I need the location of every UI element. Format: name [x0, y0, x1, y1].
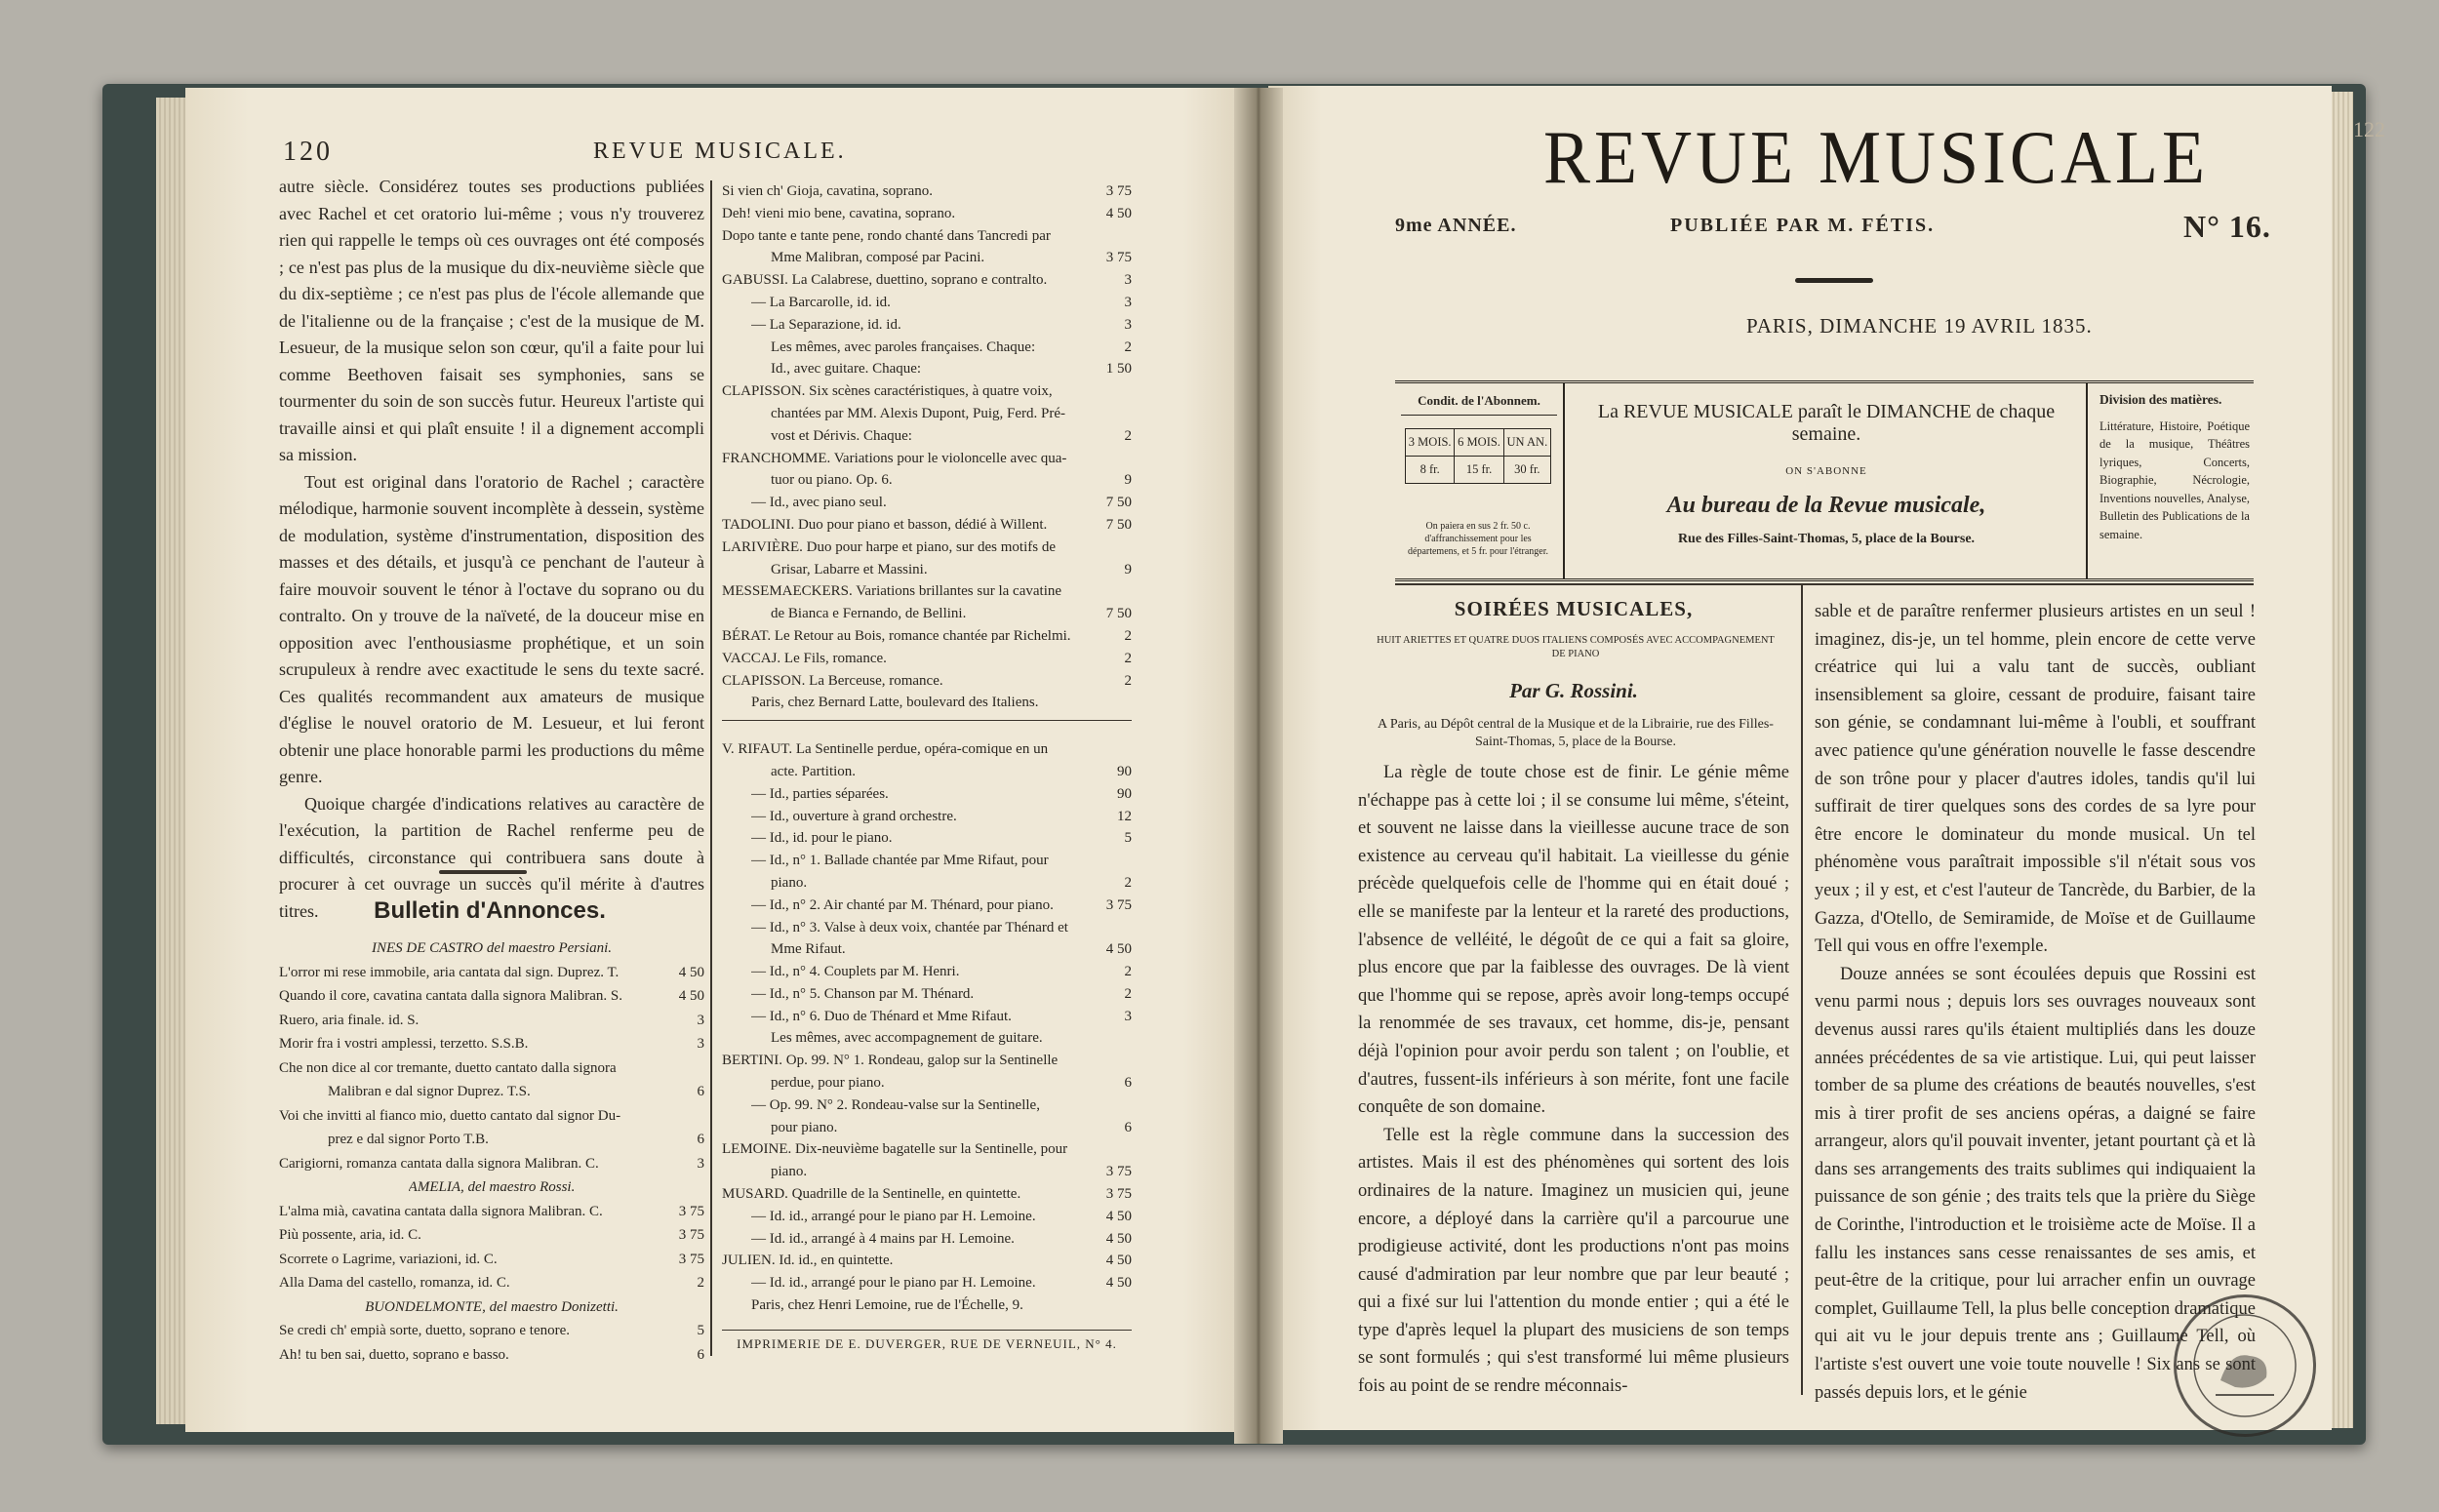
price-amount: 30 fr.: [1503, 457, 1550, 484]
listing-price: 3: [697, 1012, 704, 1028]
stamp-seal-icon: [2177, 1297, 2313, 1434]
listing-title: BÉRAT. Le Retour au Bois, romance chantée par Richelmi.: [722, 627, 1071, 644]
listing-entry: [722, 895, 1132, 917]
listing-title: — Id. id., arrangé à 4 mains par H. Lemoine.: [751, 1230, 1015, 1247]
listing-entry: [722, 492, 1132, 514]
listing-title: BERTINI. Op. 99. N° 1. Rondeau, galop sur la Sentinelle: [722, 1053, 1059, 1069]
publication-info: [1567, 383, 2088, 578]
listing-title: VACCAJ. Le Fils, romance.: [722, 650, 887, 666]
listing-price: 3 75: [1105, 1164, 1132, 1180]
listing-entry: [279, 1152, 704, 1176]
listing-price: 3: [1124, 316, 1132, 333]
listing-title: L'alma mià, cavatina cantata dalla signora Malibran. C.: [279, 1203, 603, 1219]
listing-entry: [722, 1117, 1132, 1139]
listing-entry: [722, 1294, 1132, 1317]
listing-entry: [722, 1228, 1132, 1251]
listing-price: 4 50: [1105, 1208, 1132, 1224]
listing-entry: [279, 1009, 704, 1033]
listing-title: Voi che invitti al fianco mio, duetto cantato dal signor Du-: [279, 1107, 621, 1124]
listing-entry: [722, 806, 1132, 828]
listing-title: — Id., n° 6. Duo de Thénard et Mme Rifaut.: [751, 1008, 1012, 1024]
listing-title: Carigiorni, romanza cantata dalla signora Malibran. C.: [279, 1155, 599, 1172]
listing-entry: [722, 603, 1132, 625]
listing-entry: [279, 984, 704, 1009]
printer-imprint: IMPRIMERIE DE E. DUVERGER, RUE DE VERNEUIL, N° 4.: [722, 1330, 1132, 1352]
subscription-box: [1395, 380, 2254, 581]
listing-price: [1087, 380, 1132, 403]
listing-price: [1087, 1094, 1132, 1117]
price-amount: 8 fr.: [1406, 457, 1455, 484]
divisions-text: Littérature, Histoire, Poétique de la musique, Théâtres lyriques, Concerts, Biographie, Nécrologie, Inventions nouvelles, Analyse, Bulletin des Publications de la semaine.: [2099, 418, 2250, 541]
listing-price: 3: [697, 1155, 704, 1172]
office-address: Rue des Filles-Saint-Thomas, 5, place de la Bourse.: [1677, 532, 1976, 546]
listing-entry: [722, 872, 1132, 895]
edition-label: 9me ANNÉE.: [1395, 215, 1517, 236]
listing-entry: [722, 783, 1132, 806]
listing-title: Malibran e dal signor Duprez. T.S.: [328, 1084, 531, 1099]
listing-price: 3 75: [1105, 896, 1132, 913]
header-rule: [1395, 583, 2254, 585]
listing-entry: [722, 1072, 1132, 1094]
listing-entry: [722, 1250, 1132, 1272]
office-name: Au bureau de la Revue musicale,: [1666, 493, 1986, 518]
listing-price: 1 50: [1105, 361, 1132, 378]
listing-entry: [279, 1104, 704, 1129]
listing-entry: [279, 961, 704, 985]
listing-price: 90: [1117, 763, 1132, 779]
listing-price: 3 75: [1105, 1186, 1132, 1203]
listing-price: 7 50: [1105, 516, 1132, 533]
listing-price: 6: [697, 1346, 704, 1363]
listing-price: 5: [1124, 830, 1132, 847]
listing-entry: [722, 827, 1132, 850]
publisher-line: PUBLIÉE PAR M. FÉTIS.: [1670, 215, 1936, 236]
article-title: SOIRÉES MUSICALES,: [1454, 597, 1694, 620]
listing-title: de Bianca e Fernando, de Bellini.: [771, 606, 967, 622]
listing-price: [1087, 692, 1132, 714]
listing-title: Mme Malibran, composé par Pacini.: [771, 250, 985, 266]
subscription-conditions: [1395, 383, 1565, 578]
listing-title: LEMOINE. Dix-neuvième bagatelle sur la Sentinelle, pour: [722, 1141, 1068, 1158]
listing-price: 3 75: [678, 1227, 704, 1243]
listing-entry: [279, 1056, 704, 1081]
listing-entry: [722, 292, 1132, 314]
listing-price: [1087, 1294, 1132, 1317]
listing-entry: [722, 961, 1132, 983]
listing-entry: [722, 1027, 1132, 1050]
listing-price: 2: [1124, 964, 1132, 980]
price-term: UN AN.: [1503, 429, 1550, 457]
listing-entry: [722, 514, 1132, 537]
listing-title: Ruero, aria finale. id. S.: [279, 1012, 420, 1028]
listing-title: tuor ou piano. Op. 6.: [771, 472, 893, 489]
listing-price: [1087, 403, 1132, 425]
column-rule: [1801, 585, 1803, 1395]
listing-price: 4 50: [678, 988, 704, 1004]
listing-entry: [722, 1272, 1132, 1294]
article-paragraph: La règle de toute chose est de finir. Le génie même n'échappe pas à cette loi ; il se consume lui même, s'éteint, et souvent ne laisse dans la vieillesse aucune trace de son existence au cerveau qu'il habitait. La vieillesse du génie précède quelquefois celle de l'homme qui en était doué ; elle se manifeste par la lenteur et la rareté des productions, l'absence de velléité, le dégoût de ce qui a fait sa gloire, plus encore que par la faiblesse des ouvrages. De là vient que l'homme qui se repose, après avoir long-temps occupé la renommée de ses travaux, cet homme, dis-je, pensant déjà l'opinion pour avoir perdu son talent ; on l'oublie, et d'autres, fussent-ils inférieurs à son mérite, font une facile conquête de son domaine.: [1358, 763, 1789, 1118]
listing-price: 2: [1124, 627, 1132, 644]
listing-entry: [722, 1161, 1132, 1183]
listing-entry: [722, 1138, 1132, 1161]
masthead-ornament: [1795, 278, 1873, 283]
listing-title: Id., avec guitare. Chaque:: [771, 361, 922, 378]
lesueur-article: [279, 174, 704, 925]
listing-entry: [279, 1343, 704, 1368]
listing-title: — Id., n° 1. Ballade chantée par Mme Rifaut, pour: [751, 853, 1049, 869]
article-author: Par G. Rossini.: [1509, 679, 1638, 702]
listing-price: 3: [1124, 272, 1132, 289]
listing-price: 7 50: [1105, 606, 1132, 622]
listing-price: 3: [1124, 1008, 1132, 1024]
listing-title: — Id., ouverture à grand orchestre.: [751, 808, 957, 824]
listing-price: 7 50: [1105, 495, 1132, 511]
masthead: REVUE MUSICALE: [1543, 114, 2209, 200]
listing-entry: [279, 1128, 704, 1152]
listing-price: 9: [1124, 561, 1132, 577]
running-title: REVUE MUSICALE.: [593, 139, 847, 164]
listing-price: 4 50: [1105, 1275, 1132, 1292]
listing-price: 4 50: [1105, 1230, 1132, 1247]
listing-entry: [279, 1080, 704, 1104]
listing-title: Grisar, Labarre et Massini.: [771, 561, 928, 577]
listing-title: — Id., parties séparées.: [751, 785, 889, 802]
article-paragraph: Telle est la règle commune dans la succession des artistes. Mais il est des phénomènes qui sortent des lois ordinaires de la nature. Imaginez un musicien qui, jeune encore, a déployé dans la carrière qu'il a parcourue une prodigieuse activité, dont les productions n'ont pas moins causé d'admiration par leur nombre que par leur beauté ; qui a fixé sur lui l'attention du monde entier ; qui a été le type d'après lequel la plupart des musiciens de son temps se sont formulés ; qui s'est transformé lui même plusieurs fois au point de se rendre méconnais-: [1358, 1125, 1789, 1397]
listing-entry: [722, 917, 1132, 939]
listing-price: 5: [697, 1323, 704, 1338]
listing-price: 3: [697, 1036, 704, 1052]
price-term: 3 MOIS.: [1406, 429, 1455, 457]
rossini-article-col2: [1815, 598, 2256, 1407]
bleed-through-page-number: 122: [2353, 117, 2385, 141]
listing-title: MESSEMAECKERS. Variations brillantes sur la cavatine: [722, 583, 1062, 600]
listing-title: Alla Dama del castello, romanza, id. C.: [279, 1275, 510, 1291]
listing-title: Quando il core, cavatina cantata dalla signora Malibran. S.: [279, 988, 622, 1004]
postage-note: On paiera en sus 2 fr. 50 c. d'affranchissement pour les départemens, et 5 fr. pour l'étranger.: [1408, 521, 1548, 557]
listing-price: [1087, 225, 1132, 248]
listing-title: GABUSSI. La Calabrese, duettino, soprano e contralto.: [722, 272, 1048, 289]
price-term: 6 MOIS.: [1455, 429, 1503, 457]
listing-price: 2: [1124, 874, 1132, 891]
listing-title: V. RIFAUT. La Sentinelle perdue, opéra-comique en un: [722, 741, 1049, 758]
listing-title: Mme Rifaut.: [771, 941, 846, 958]
listing-title: — La Separazione, id. id.: [751, 316, 901, 333]
listing-title: Les mêmes, avec accompagnement de guitare.: [771, 1030, 1043, 1047]
listing-entry: [279, 1248, 704, 1272]
listing-title: — Id., n° 3. Valse à deux voix, chantée par Thénard et: [751, 919, 1068, 935]
listing-title: — Id., id. pour le piano.: [751, 830, 893, 847]
listing-price: [1087, 537, 1132, 559]
listing-title: Paris, chez Henri Lemoine, rue de l'Échelle, 9.: [751, 1297, 1023, 1314]
listing-price: 4 50: [1105, 941, 1132, 958]
listing-entry: [279, 1223, 704, 1248]
appears-line: La REVUE MUSICALE paraît le DIMANCHE de chaque semaine.: [1597, 401, 2056, 445]
listing-price: [1087, 850, 1132, 872]
listing-price: [1087, 738, 1132, 761]
section-ornament: [439, 870, 527, 874]
listing-entry: [722, 850, 1132, 872]
listing-title: piano.: [771, 874, 808, 891]
listing-price: [1087, 1027, 1132, 1050]
listing-title: Dopo tante e tante pene, rondo chanté dans Tancredi par: [722, 227, 1051, 244]
price-table: [1405, 428, 1551, 484]
listing-price: 3 75: [678, 1251, 704, 1267]
listing-title: Ah! tu ben sai, duetto, soprano e basso.: [279, 1346, 509, 1363]
music-catalog: [722, 180, 1132, 1317]
article-publisher: A Paris, au Dépôt central de la Musique et de la Librairie, rue des Filles-Saint-Thomas, 5, place de la Bourse.: [1378, 717, 1774, 749]
page-edges-left: [156, 98, 187, 1424]
listing-entry: [722, 670, 1132, 693]
listing-title: BUONDELMONTE, del maestro Donizetti.: [365, 1298, 619, 1315]
listing-entry: [279, 1032, 704, 1056]
listing-title: Morir fra i vostri amplessi, terzetto. S.S.B.: [279, 1036, 529, 1052]
listing-title: INES DE CASTRO del maestro Persiani.: [371, 940, 613, 956]
listing-entry: [722, 314, 1132, 337]
listing-title: chantées par MM. Alexis Dupont, Puig, Ferd. Pré-: [771, 405, 1066, 421]
dateline: PARIS, DIMANCHE 19 AVRIL 1835.: [1746, 314, 2093, 338]
listing-title: — Id., n° 5. Chanson par M. Thénard.: [751, 985, 975, 1002]
listing-title: — Op. 99. N° 2. Rondeau-valse sur la Sentinelle,: [751, 1096, 1040, 1113]
listing-price: 4 50: [678, 964, 704, 980]
listing-entry: [279, 1271, 704, 1295]
listing-title: — Id., n° 4. Couplets par M. Henri.: [751, 964, 960, 980]
listing-entry: [722, 580, 1132, 603]
listing-title: FRANCHOMME. Variations pour le violoncelle avec qua-: [722, 450, 1067, 466]
listing-entry: [722, 761, 1132, 783]
bulletin-title: Bulletin d'Annonces.: [374, 897, 606, 924]
listing-price: 6: [1124, 1075, 1132, 1092]
listing-title: AMELIA, del maestro Rossi.: [408, 1179, 576, 1195]
listing-price: 4 50: [1105, 205, 1132, 221]
listing-price: 9: [1124, 472, 1132, 489]
listing-price: 6: [697, 1132, 704, 1147]
listing-entry: [722, 1094, 1132, 1117]
listing-price: 3 75: [678, 1203, 704, 1219]
price-amount: 15 fr.: [1455, 457, 1503, 484]
listing-title: — La Barcarolle, id. id.: [751, 294, 891, 310]
listing-price: 6: [1124, 1119, 1132, 1135]
listing-entry: [279, 1175, 704, 1200]
listing-title: CLAPISSON. Six scènes caractéristiques, à quatre voix,: [722, 383, 1053, 400]
listing-price: 2: [1124, 338, 1132, 355]
listing-entry: [722, 1006, 1132, 1028]
article-paragraph: sable et de paraître renfermer plusieurs artistes en un seul ! imaginez, dis-je, un tel homme, plein encore de cette verve créatrice qui lui a valu tant de succès, oubliant insensiblement sa gloire, cessant de produire, faisant taire son génie, se condamnant lui-même à l'oubli, et souffrant avec patience qu'une génération nouvelle le fasse descendre de son trône pour y placer d'autres idoles, tandis qu'il lui suffirait de tirer quelques sons des cordes de sa lyre pour être encore le dominateur du monde musical. Un tel phénomène vous paraîtrait impossible s'il n'était sous vos yeux ; il y est, et c'est l'auteur de Tancrède, du Barbier, de la Gazza, d'Otello, de Semiramide, de Moïse et de Guillaume Tell qui vous en offre l'exemple.: [1815, 602, 2256, 957]
listing-title: perdue, pour piano.: [771, 1075, 885, 1092]
book-gutter: [1234, 88, 1283, 1444]
issue-number: N° 16.: [2183, 209, 2271, 244]
listing-entry: [722, 469, 1132, 492]
listing-entry: [722, 225, 1132, 248]
listing-price: [660, 1056, 704, 1081]
listing-title: vost et Dérivis. Chaque:: [771, 427, 912, 444]
listing-title: — Id., n° 2. Air chanté par M. Thénard, pour piano.: [751, 896, 1054, 913]
listing-title: piano.: [771, 1164, 808, 1180]
listing-title: Si vien ch' Gioja, cavatina, soprano.: [722, 183, 933, 199]
listing-entry: [722, 247, 1132, 269]
listing-title: MUSARD. Quadrille de la Sentinelle, en quintette.: [722, 1186, 1021, 1203]
listing-entry: [722, 1206, 1132, 1228]
listing-title: L'orror mi rese immobile, aria cantata dal sign. Duprez. T.: [279, 964, 620, 980]
listing-entry: [722, 425, 1132, 448]
listing-entry: [722, 203, 1132, 225]
listing-entry: [722, 537, 1132, 559]
listing-entry: [279, 1295, 704, 1320]
page-number: 120: [283, 137, 333, 167]
subscribe-label: ON S'ABONNE: [1785, 465, 1867, 477]
listing-entry: [722, 358, 1132, 380]
listing-title: acte. Partition.: [771, 763, 857, 779]
listing-price: 2: [697, 1275, 704, 1291]
listing-title: pour piano.: [771, 1119, 838, 1135]
listing-title: Deh! vieni mio bene, cavatina, soprano.: [722, 205, 956, 221]
listing-price: 12: [1117, 808, 1132, 824]
listing-title: Paris, chez Bernard Latte, boulevard des Italiens.: [751, 695, 1039, 711]
listing-price: 2: [1124, 650, 1132, 666]
listing-price: 2: [1124, 427, 1132, 444]
listing-entry: [722, 938, 1132, 961]
listing-price: [1087, 448, 1132, 470]
listing-title: JULIEN. Id. id., en quintette.: [722, 1253, 894, 1269]
listing-price: 2: [1124, 672, 1132, 689]
listing-entry: [722, 380, 1132, 403]
listing-price: [1087, 1138, 1132, 1161]
article-paragraph: autre siècle. Considérez toutes ses productions publiées avec Rachel et cet oratorio lui-même ; vous n'y trouverez rien qui rappelle le temps où ces ouvrages ont été composés ; ce n'est pas plus de la musique du dix-neuvième siècle que du dix-septième ; ce n'est pas plus de l'école allemande que de l'italienne ou de la française ; c'est de la musique de M. Lesueur, de la musique selon son cœur, qu'il a faite pour lui comme Beethoven faisait ses symphonies, sans se tourmenter du soin de son succès futur. Heureux l'artiste qui travaille ainsi et qui plaît ensuite ! il a dignement accompli sa mission.: [279, 177, 704, 464]
listing-entry: [722, 1050, 1132, 1072]
listing-price: 2: [1124, 985, 1132, 1002]
left-running-head: [283, 137, 1161, 166]
listing-entry: [279, 1200, 704, 1224]
listing-price: 3 75: [1105, 183, 1132, 199]
listing-price: 3: [1124, 294, 1132, 310]
listing-entry: [722, 983, 1132, 1006]
listing-entry: [279, 936, 704, 961]
listing-entry: [722, 448, 1132, 470]
listing-entry: [722, 1183, 1132, 1206]
listing-title: Se credi ch' empià sorte, duetto, soprano e tenore.: [279, 1323, 571, 1338]
listing-title: Les mêmes, avec paroles françaises. Chaque:: [771, 338, 1036, 355]
listing-price: [1087, 580, 1132, 603]
listing-title: LARIVIÈRE. Duo pour harpe et piano, sur des motifs de: [722, 538, 1057, 555]
listing-price: [1087, 1050, 1132, 1072]
library-stamp: [2174, 1294, 2316, 1437]
listing-title: — Id. id., arrangé pour le piano par H. Lemoine.: [751, 1208, 1036, 1224]
listing-entry: [722, 180, 1132, 203]
listing-price: 90: [1117, 785, 1132, 802]
listing-title: — Id., avec piano seul.: [751, 495, 887, 511]
divisions-title: Division des matières.: [2099, 392, 2222, 407]
listing-price: [660, 1104, 704, 1129]
article-paragraph: Tout est original dans l'oratorio de Rachel ; caractère mélodique, harmonie souvent incomplète à dessein, système de modulation, système d'instrumentation, disposition des masses et des détails, et jusqu'à ce penchant de l'auteur à faire mouvoir souvent le ténor à l'octave du soprano ou du contralto. On y trouve de la naïveté, de la douceur mise en opposition avec l'enthousiasme prophétique, et un soin scrupuleux à rendre avec exactitude le sens du texte sacré. Ces qualités recommandent aux amateurs de musique d'église le nouvel oratorio de M. Lesueur, et lui feront obtenir une place honorable parmi les productions du même genre.: [279, 471, 704, 786]
listing-entry: [722, 269, 1132, 292]
subject-divisions: [2090, 383, 2254, 578]
catalog-separator: [722, 720, 1132, 735]
listing-title: Più possente, aria, id. C.: [279, 1227, 421, 1243]
listing-title: Che non dice al cor tremante, duetto cantato dalla signora: [279, 1059, 617, 1076]
listing-entry: [279, 1319, 704, 1343]
listing-price: 3 75: [1105, 250, 1132, 266]
article-paragraph: Quoique chargée d'indications relatives au caractère de l'exécution, la partition de Rachel renferme peu de difficultés, circonstance qui contribuera sans doute à procurer à cet ouvrage un succès qu'il mérite à d'autres titres.: [279, 793, 704, 921]
listing-entry: [722, 692, 1132, 714]
listing-price: 6: [697, 1084, 704, 1099]
listing-price: [1087, 917, 1132, 939]
listing-title: CLAPISSON. La Berceuse, romance.: [722, 672, 943, 689]
listing-entry: [722, 403, 1132, 425]
listing-title: TADOLINI. Duo pour piano et basson, dédié à Willent.: [722, 516, 1048, 533]
article-subtitle: HUIT ARIETTES ET QUATRE DUOS ITALIENS COMPOSÉS AVEC ACCOMPAGNEMENT DE PIANO: [1377, 635, 1775, 659]
column-rule: [710, 180, 712, 1356]
listing-title: Scorrete o Lagrime, variazioni, id. C.: [279, 1251, 498, 1267]
listing-title: prez e dal signor Porto T.B.: [328, 1132, 489, 1147]
listing-entry: [722, 337, 1132, 359]
page-edges-right: [2330, 92, 2353, 1428]
listing-entry: [722, 625, 1132, 648]
bulletin-list: [279, 936, 704, 1367]
listing-entry: [722, 738, 1132, 761]
listing-entry: [722, 559, 1132, 581]
conditions-header: Condit. de l'Abonnem.: [1401, 393, 1557, 416]
listing-price: 4 50: [1105, 1253, 1132, 1269]
rossini-article-col1: [1358, 759, 1789, 1401]
listing-entry: [722, 648, 1132, 670]
article-paragraph: Douze années se sont écoulées depuis que Rossini est venu parmi nous ; depuis lors ses ouvrages nouveaux sont devenus aussi rares qu'ils étaient multipliés dans les douze années précédentes de sa vie artistique. Lui, qui peut laisser tomber de sa plume des créations de beautés nouvelles, s'est mis à tirer profit de ses anciens opéras, a daigné se faire arrangeur, alors qu'il pouvait inventer, jetant pourtant çà et là dans ses arrangements des traits sublimes qui indiquaient la puissance de son génie ; des traits tels que la prière du Siège de Corinthe, l'introduction et le troisième acte de Moïse. Il a fallu les instances sans cesse renaissantes de ses amis, et peut-être de la critique, pour lui arracher enfin un ouvrage complet, Guillaume Tell, la plus belle conception dramatique qui ait vu le jour depuis trente ans ; Guillaume Tell, où l'artiste s'est ouvert une voie toute nouvelle ! Six ans se sont passés depuis lors, et le génie: [1815, 964, 2256, 1403]
listing-title: — Id. id., arrangé pour le piano par H. Lemoine.: [751, 1275, 1036, 1292]
